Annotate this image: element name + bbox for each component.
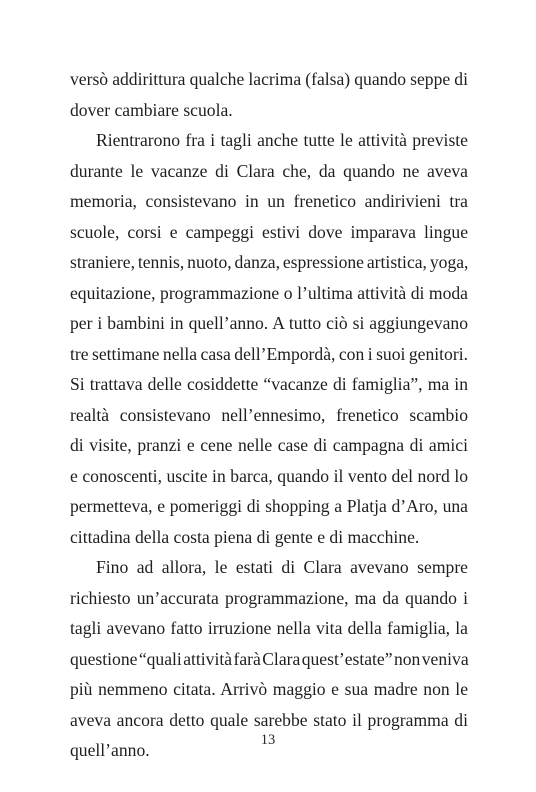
text-line: tre settimane nella casa dell’Empordà, con i suoi genitori. <box>70 343 468 364</box>
text-line: quell’anno. <box>70 740 150 760</box>
text-line: richiesto un’accurata programmazione, ma da quando i <box>70 587 468 608</box>
text-line: scuole, corsi e campeggi estivi dove imparava lingue <box>70 221 468 242</box>
text-line: permetteva, e pomeriggi di shopping a Platja d’Aro, una <box>70 496 468 516</box>
text-line: aveva ancora detto quale sarebbe stato il programma di <box>70 709 468 730</box>
paragraph <box>70 64 468 125</box>
text-line: tagli avevano fatto irruzione nella vita della famiglia, la <box>70 618 468 638</box>
text-line: questione “quali attività farà Clara quest’estate” non veniva <box>70 648 469 669</box>
text-line: dover cambiare scuola. <box>70 99 233 120</box>
text-line: equitazione, programmazione o l’ultima attività di moda <box>70 282 468 303</box>
text-line: versò addirittura qualche lacrima (falsa) quando seppe di <box>70 69 468 89</box>
text-line: di visite, pranzi e cene nelle case di campagna di amici <box>70 435 468 455</box>
text-line: straniere, tennis, nuoto, danza, espressione artistica, yoga, <box>70 252 469 272</box>
text-line: Si trattava delle cosiddette “vacanze di famiglia”, ma in <box>70 374 468 394</box>
text-line: e conoscenti, uscite in barca, quando il vento del nord lo <box>70 465 468 486</box>
text-line: durante le vacanze di Clara che, da quando ne aveva <box>70 160 468 181</box>
text-line: realtà consistevano nell’ennesimo, frenetico scambio <box>70 404 468 425</box>
text-line: Fino ad allora, le estati di Clara avevano sempre <box>96 557 468 577</box>
text-line: per i bambini in quell’anno. A tutto ciò si aggiungevano <box>70 313 468 333</box>
text-line: più nemmeno citata. Arrivò maggio e sua madre non le <box>70 679 468 699</box>
body-text <box>70 64 468 766</box>
paragraph <box>70 125 468 552</box>
text-line: Rientrarono fra i tagli anche tutte le attività previste <box>96 130 468 150</box>
text-line: cittadina della costa piena di gente e di macchine. <box>70 526 420 547</box>
page-number: 13 <box>260 732 276 748</box>
text-line: memoria, consistevano in un frenetico andirivieni tra <box>70 191 468 211</box>
